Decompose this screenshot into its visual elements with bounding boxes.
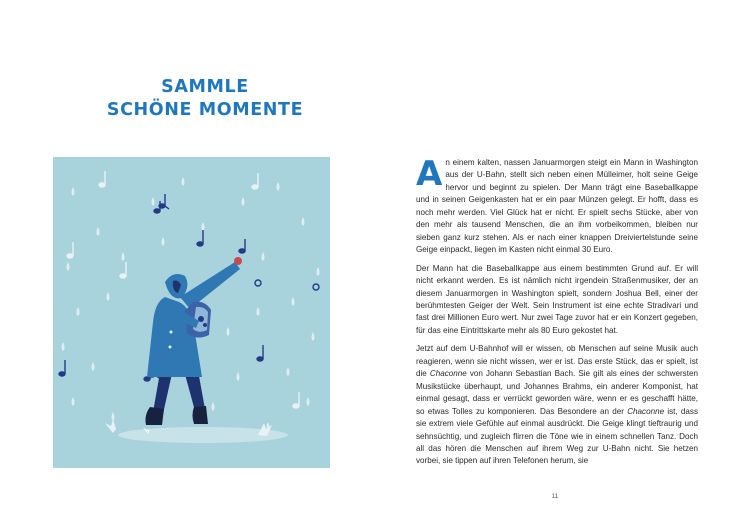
work-title-chaconne: Chaconne <box>429 369 467 379</box>
chapter-heading <box>80 76 330 122</box>
drop-cap: A <box>416 154 443 194</box>
paragraph-1 <box>416 154 698 257</box>
paragraph-3-text-a: Jetzt auf dem U-Bahnhof will er wissen, ob Menschen auf seine Musik auch reagieren, wenn sie nicht wissen, wer er ist. Das erste Stück, das er spielt, ist die <box>416 344 698 379</box>
heading-line-1: SAMMLE <box>161 77 249 97</box>
paragraph-3-text-c: ist, dass sie extrem viele Gefühle auf einmal ausdrückt. Die Geige klingt tieftraurig und sehnsüchtig, und zugleich flirren die Töne wie in einem schnellen Tanz. Doch all das hören die Menschen auf ihrem Weg zur U-Bahn nicht. Sie hetzen vorbei, sie tippen auf ihren Telefonen herum, sie <box>416 406 699 466</box>
paragraph-1-text: n einem kalten, nassen Januarmorgen steigt ein Mann in Washington aus der U-Bahn, stellt sich neben einen Mülleimer, holt seine Geige hervor und beginnt zu spielen. Der Mann trägt eine Baseballkappe und in seinen Geigenkasten hat er ein paar Münzen gelegt. Er hofft, dass es noch mehr werden. Viel Glück hat er nicht. Er spielt sechs Stücke, aber von den mehr als tausend Menschen, die an ihm vorbeikommen, bleiben nur sieben ganz kurz stehen. Als er nach einer knappen Dreiviertelstunde seine Geige einpackt, liegen im Kasten nicht einmal 30 Euro. <box>416 158 698 255</box>
paragraph-3-text-b: von Johann Sebastian Bach. Sie gilt als eines der schwersten Musikstücke überhaupt, und Johannes Brahms, ein anderer Komponist, hat einmal gesagt, dass er verrückt geworden wäre, wenn er es geschafft hätte, so etwas Tolles zu komponieren. Das Besondere an der <box>416 369 698 416</box>
body-text <box>416 154 699 474</box>
violinist-in-rain-icon <box>53 157 330 468</box>
work-title-chaconne-2: Chaconne <box>627 406 665 416</box>
heading-line-2: SCHÖNE MOMENTE <box>106 100 304 120</box>
violinist-in-rain-illustration <box>53 157 330 468</box>
paragraph-3 <box>416 343 698 468</box>
paragraph-2: Der Mann hat die Baseballkappe aus einem bestimmten Grund auf. Er will nicht erkannt werden. Es ist nämlich nicht irgendein Straßenmusiker, der an diesem Januarmorgen in Washington spielt, sondern Joshua Bell, einer der berühmtesten Geiger der Welt. Sein Instrument ist eine echte Stradivari und fast drei Millionen Euro wert. Nur zwei Tage zuvor hat er ein Konzert gegeben, für das eine Eintrittskarte mehr als 80 Euro gekostet hat. <box>416 263 698 335</box>
page-number: 11 <box>551 493 559 500</box>
